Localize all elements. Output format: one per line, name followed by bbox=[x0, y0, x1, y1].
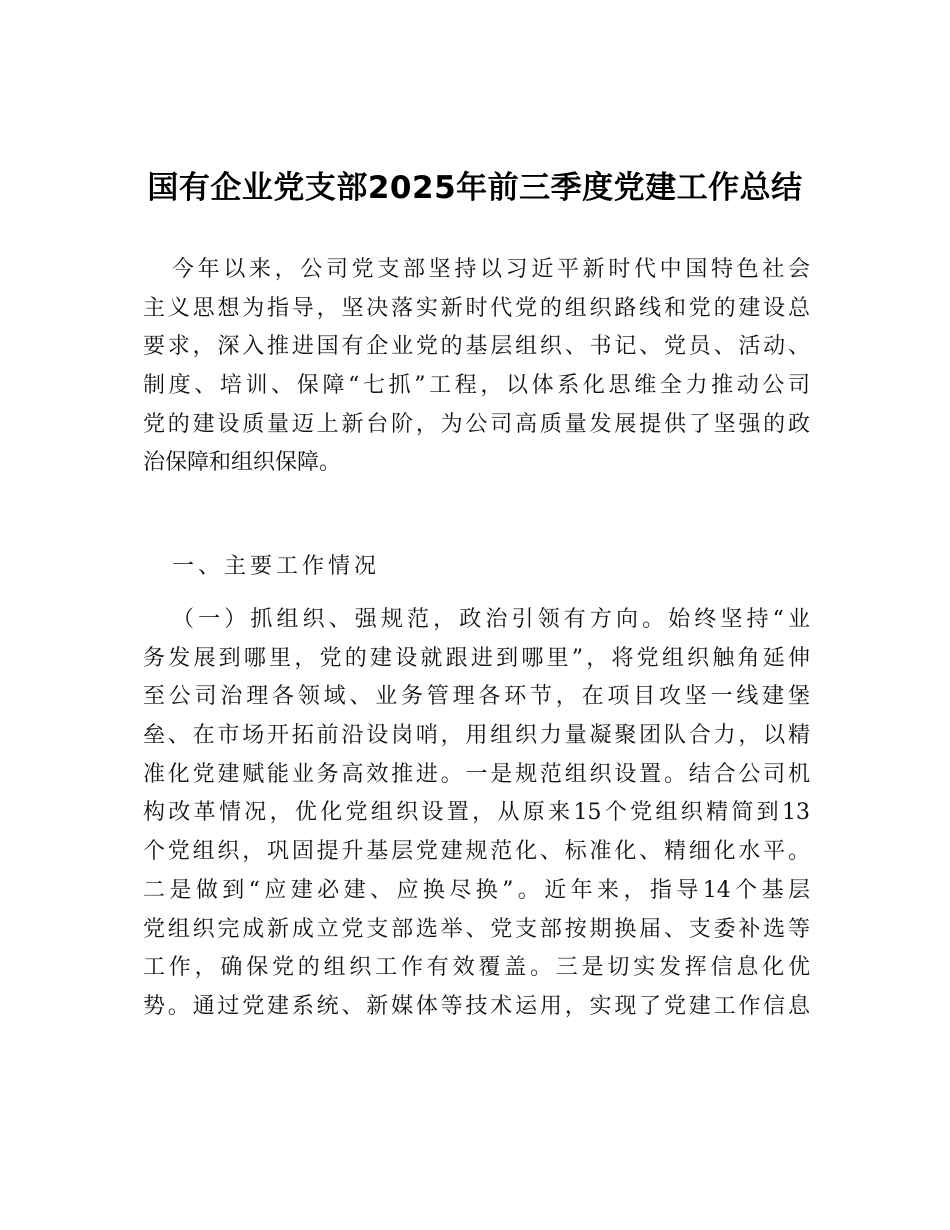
document-title: 国有企业党支部2025年前三季度党建工作总结 bbox=[147, 170, 803, 206]
text-line: 个党组织，巩固提升基层党建规范化、标准化、精细化水平。 bbox=[143, 839, 810, 865]
text-line: 治保障和组织保障。 bbox=[143, 450, 342, 476]
text-line: 垒、在市场开拓前沿设岗哨，用组织力量凝聚团队合力，以精 bbox=[143, 723, 810, 749]
text-line: 党的建设质量迈上新台阶，为公司高质量发展提供了坚强的政 bbox=[143, 411, 810, 437]
section-paragraph bbox=[143, 601, 810, 1027]
text-line: 准化党建赋能业务高效推进。一是规范组织设置。结合公司机 bbox=[143, 761, 810, 787]
text-line: 党组织完成新成立党支部选举、党支部按期换届、支委补选等 bbox=[143, 916, 810, 942]
text-line: 制度、培训、保障“七抓”工程，以体系化思维全力推动公司 bbox=[143, 373, 810, 399]
text-line: 至公司治理各领域、业务管理各环节，在项目攻坚一线建堡 bbox=[143, 684, 810, 710]
text-line: 主义思想为指导，坚决落实新时代党的组织路线和党的建设总 bbox=[143, 295, 810, 321]
text-line: （一）抓组织、强规范，政治引领有方向。始终坚持“业 bbox=[172, 607, 810, 632]
text-line: 要求，深入推进国有企业党的基层组织、书记、党员、活动、 bbox=[143, 334, 810, 360]
text-line: 今年以来，公司党支部坚持以习近平新时代中国特色社会 bbox=[172, 257, 810, 282]
text-line: 势。通过党建系统、新媒体等技术运用，实现了党建工作信息 bbox=[143, 993, 810, 1019]
text-line: 务发展到哪里，党的建设就跟进到哪里”，将党组织触角延伸 bbox=[143, 645, 810, 671]
intro-paragraph bbox=[143, 251, 810, 483]
text-line: 工作，确保党的组织工作有效覆盖。三是切实发挥信息化优 bbox=[143, 955, 810, 981]
text-line: 构改革情况，优化党组织设置，从原来15个党组织精简到13 bbox=[143, 800, 810, 826]
text-line: 二是做到“应建必建、应换尽换”。近年来，指导14个基层 bbox=[143, 877, 810, 903]
section-heading: 一、主要工作情况 bbox=[172, 554, 381, 579]
